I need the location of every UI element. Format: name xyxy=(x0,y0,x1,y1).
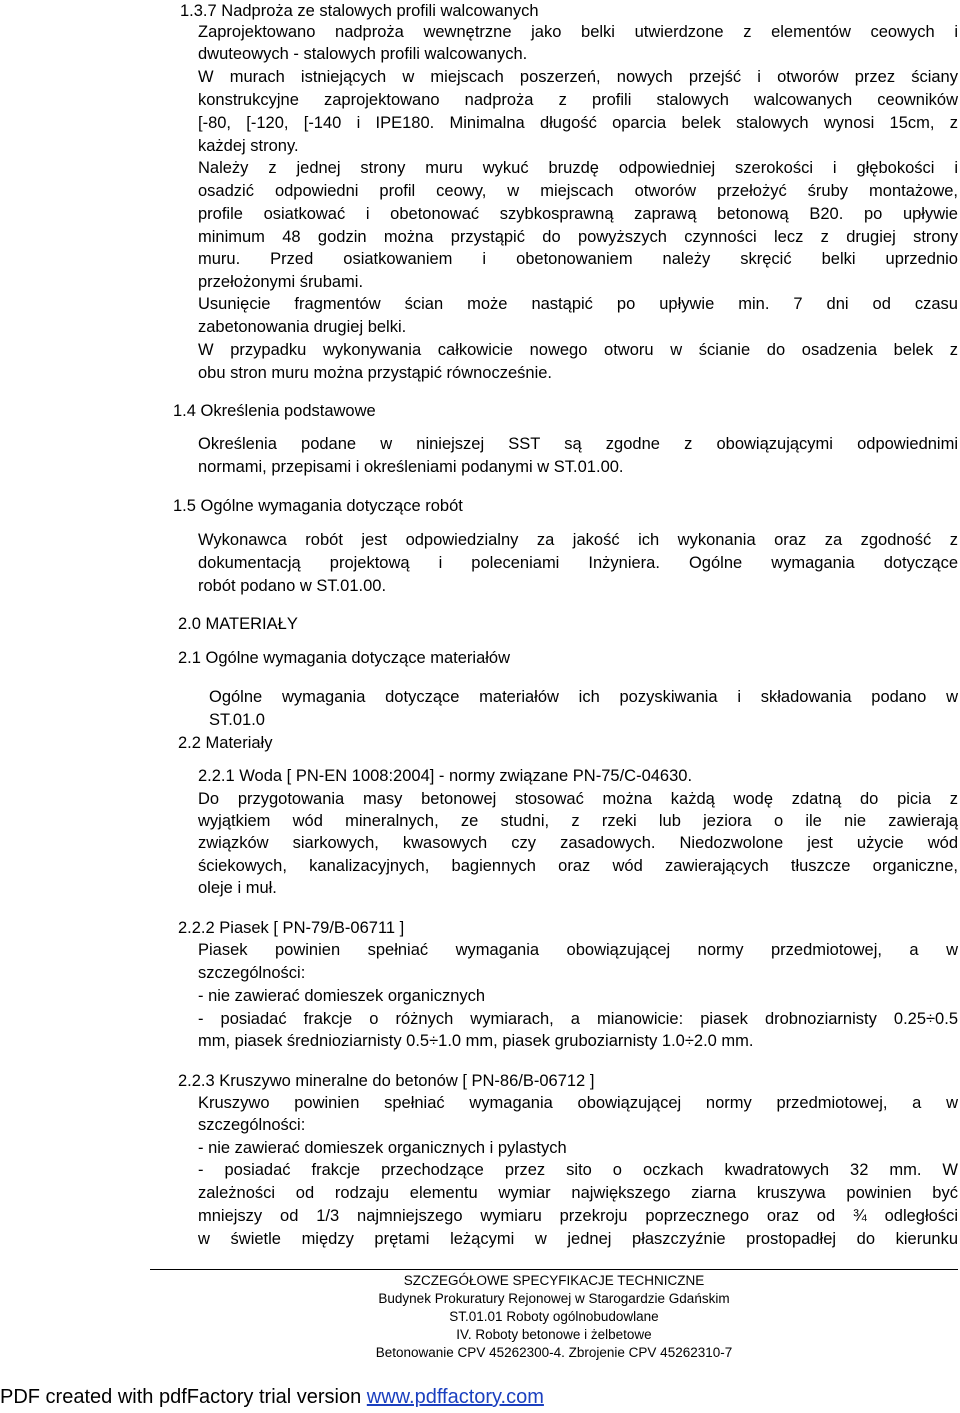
text-line: przełożonymi śrubami. xyxy=(198,273,364,291)
text-line: związków siarkowych, kwasowych czy zasadowych. Niedozwolone jest użycie wód xyxy=(198,834,958,852)
footer-cpv: Betonowanie CPV 45262300-4. Zbrojenie CPV 45262310-7 xyxy=(375,1345,733,1360)
text-line: 2.0 MATERIAŁY xyxy=(178,615,298,633)
footer-spec-code: ST.01.01 Roboty ogólnobudowlane xyxy=(449,1309,659,1324)
text-line: 2.2.1 Woda [ PN-EN 1008:2004] - normy związane PN-75/C-04630. xyxy=(198,767,693,785)
text-line: obu stron muru można przystąpić równocześnie. xyxy=(198,364,552,382)
text-line: Kruszywo powinien spełniać wymagania obowiązującej normy przedmiotowej, a w xyxy=(198,1094,958,1112)
text-line: - posiadać frakcje o różnych wymiarach, a mianowicie: piasek drobnoziarnisty 0.25÷0.5 xyxy=(198,1010,958,1028)
footer-section: IV. Roboty betonowe i żelbetowe xyxy=(456,1327,652,1342)
text-line: Usunięcie fragmentów ścian może nastąpić po upływie min. 7 dni od czasu xyxy=(198,295,958,313)
text-line: każdej strony. xyxy=(198,137,299,155)
pdffactory-link[interactable]: www.pdffactory.com xyxy=(366,1386,544,1408)
pdf-trial-text: PDF created with pdfFactory trial version xyxy=(0,1386,367,1408)
text-line: w świetle między prętami leżącymi w jednej płaszczyźnie prostopadłej do kierunku xyxy=(198,1230,958,1248)
text-line: 2.2 Materiały xyxy=(178,734,273,752)
text-line: - nie zawierać domieszek organicznych xyxy=(198,987,486,1005)
text-line: 2.1 Ogólne wymagania dotyczące materiałów xyxy=(178,649,511,667)
text-line: ściekowych, kanalizacyjnych, bagiennych oraz wód zawierających tłuszcze organiczne, xyxy=(198,857,958,875)
text-line: minimum 48 godzin można przystąpić do powyższych czynności lecz z drugiej strony xyxy=(198,228,958,246)
text-line: szczególności: xyxy=(198,964,306,982)
text-line: 1.4 Określenia podstawowe xyxy=(173,402,376,420)
text-line: W przypadku wykonywania całkowicie nowego otworu w ścianie do osadzenia belek z xyxy=(198,341,958,359)
footer-title: SZCZEGÓŁOWE SPECYFIKACJE TECHNICZNE xyxy=(403,1273,705,1288)
footer-divider xyxy=(150,1269,958,1270)
text-line: Należy z jednej strony muru wykuć bruzdę odpowiedniej szerokości i głębokości i xyxy=(198,159,958,177)
text-line: muru. Przed osiatkowaniem i obetonowaniem należy skręcić belki uprzednio xyxy=(198,250,958,268)
text-line: mniejszy od 1/3 najmniejszego wymiaru przekroju poprzecznego oraz od ¾ odległości xyxy=(198,1207,958,1225)
text-line: Określenia podane w niniejszej SST są zgodne z obowiązującymi odpowiednimi xyxy=(198,435,958,453)
text-line: W murach istniejących w miejscach poszerzeń, nowych przejść i otworów przez ściany xyxy=(198,68,958,86)
text-line: [-80, [-120, [-140 i IPE180. Minimalna długość oparcia belek stalowych wynosi 15cm, z xyxy=(198,114,958,132)
text-line: robót podano w ST.01.00. xyxy=(198,577,387,595)
pdf-trial-notice xyxy=(0,1384,544,1410)
footer-building: Budynek Prokuratury Rejonowej w Starogardzie Gdańskim xyxy=(378,1291,730,1306)
text-line: wyjątkiem wód mineralnych, ze studni, z rzeki lub jeziora o ile nie zawierają xyxy=(198,812,958,830)
text-line: Piasek powinien spełniać wymagania obowiązującej normy przedmiotowej, a w xyxy=(198,941,958,959)
text-line: zależności od rodzaju elementu wymiar największego ziarna kruszywa powinien być xyxy=(198,1184,958,1202)
text-line: 1.3.7 Nadproża ze stalowych profili walcowanych xyxy=(180,2,539,20)
text-line: profile osiatkować i obetonować szybkosprawną zaprawą betonową B20. po upływie xyxy=(198,205,958,223)
text-line: Wykonawca robót jest odpowiedzialny za jakość ich wykonania oraz za zgodność z xyxy=(198,531,958,549)
text-line: ST.01.0 xyxy=(209,711,265,729)
text-line: 2.2.2 Piasek [ PN-79/B-06711 ] xyxy=(178,919,405,937)
text-line: osadzić odpowiedni profil ceowy, w miejscach otworów przełożyć śruby montażowe, xyxy=(198,182,958,200)
text-line: Do przygotowania masy betonowej stosować można każdą wodę zdatną do picia z xyxy=(198,790,958,808)
text-line: dwuteowych - stalowych profili walcowanych. xyxy=(198,45,528,63)
text-line: mm, piasek średnioziarnisty 0.5÷1.0 mm, piasek gruboziarnisty 1.0÷2.0 mm. xyxy=(198,1032,754,1050)
text-line: dokumentacją projektową i poleceniami Inżyniera. Ogólne wymagania dotyczące xyxy=(198,554,958,572)
text-line: 1.5 Ogólne wymagania dotyczące robót xyxy=(173,497,463,515)
text-line: - posiadać frakcje przechodzące przez sito o oczkach kwadratowych 32 mm. W xyxy=(198,1161,958,1179)
text-line: oleje i muł. xyxy=(198,879,277,897)
text-line: zabetonowania drugiej belki. xyxy=(198,318,407,336)
text-line: Ogólne wymagania dotyczące materiałów ich pozyskiwania i składowania podano w xyxy=(209,688,958,706)
text-line: - nie zawierać domieszek organicznych i pylastych xyxy=(198,1139,567,1157)
text-line: Zaprojektowano nadproża wewnętrzne jako belki utwierdzone z elementów ceowych i xyxy=(198,23,958,41)
text-line: konstrukcyjne zaprojektowano nadproża z profili stalowych walcowanych ceowników xyxy=(198,91,958,109)
text-line: 2.2.3 Kruszywo mineralne do betonów [ PN-86/B-06712 ] xyxy=(178,1072,595,1090)
text-line: szczególności: xyxy=(198,1116,306,1134)
text-line: normami, przepisami i określeniami podanymi w ST.01.00. xyxy=(198,458,624,476)
